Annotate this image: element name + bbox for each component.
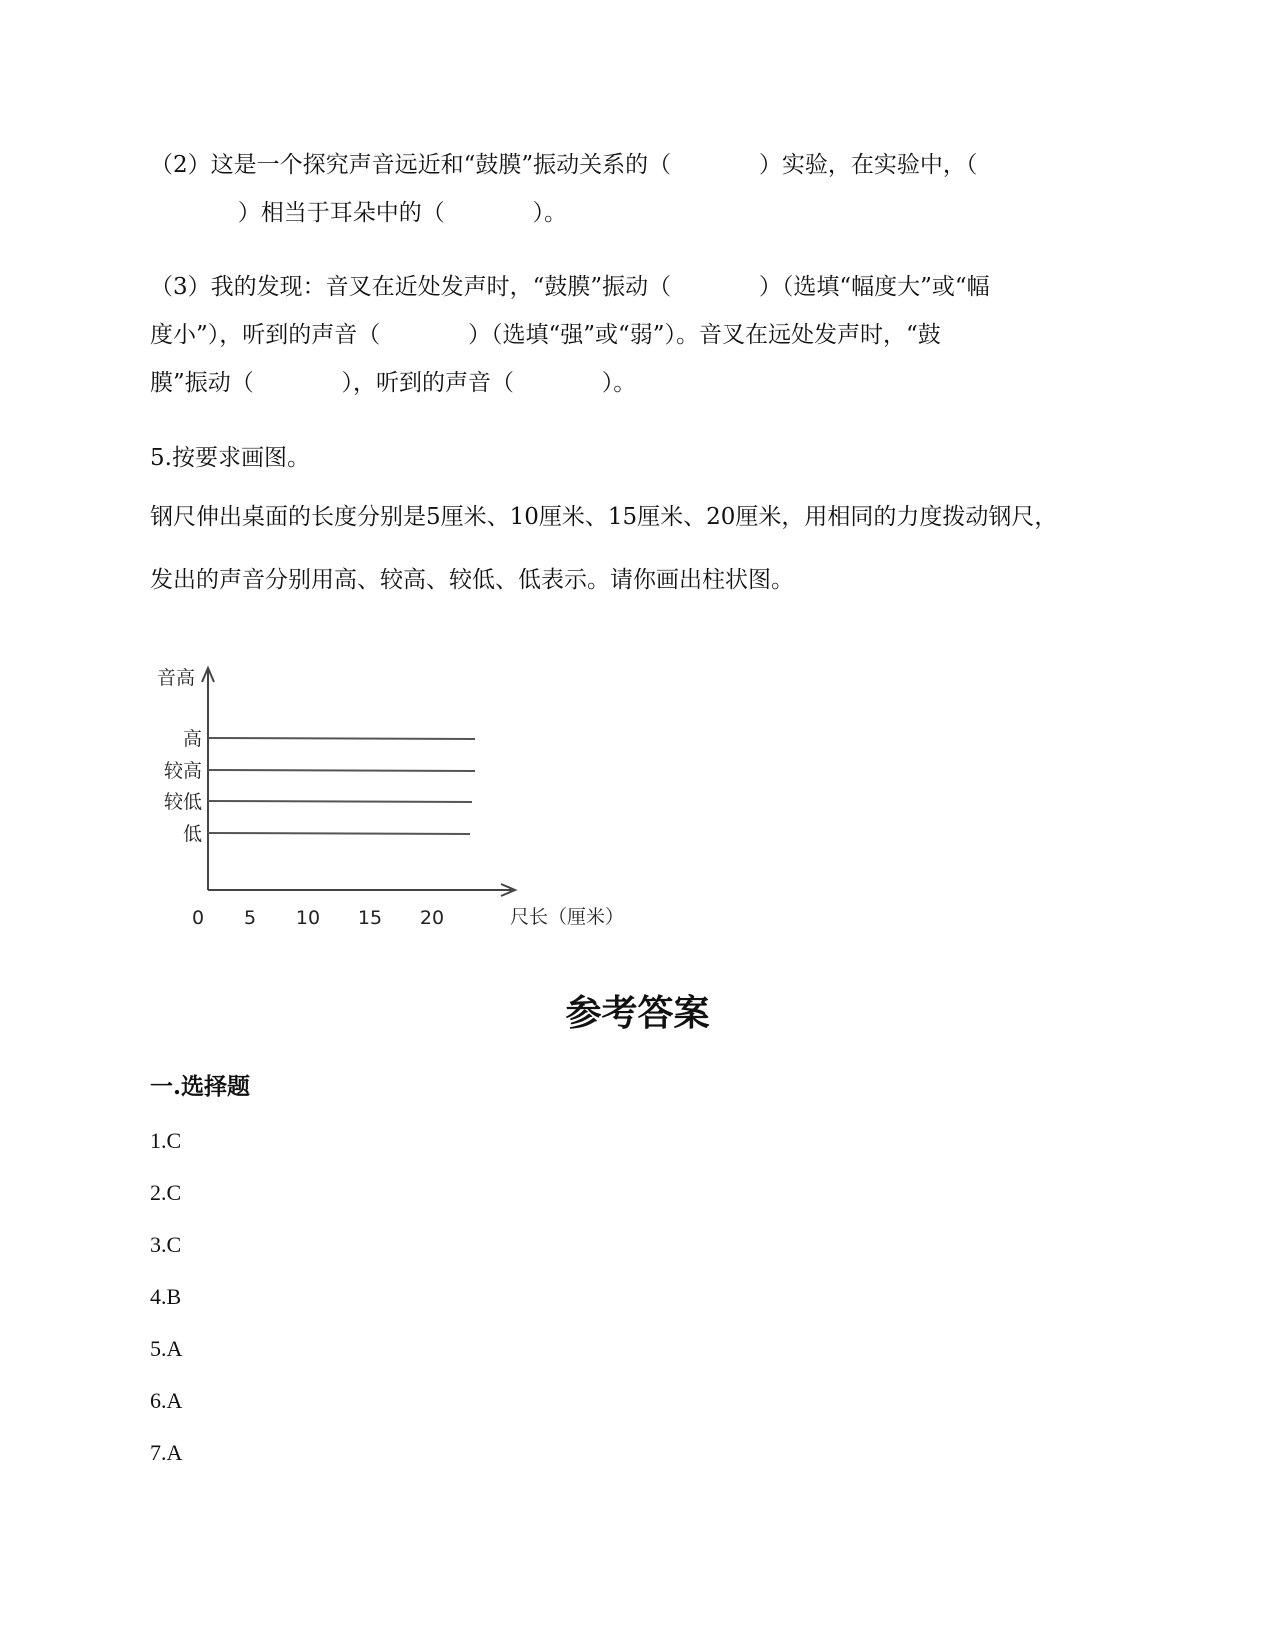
y-level-group — [164, 728, 475, 845]
answer-item: 7.A — [150, 1440, 183, 1465]
question-3-line-3: 膜”振动（ ），听到的声音（ ）。 — [150, 370, 637, 396]
answer-key-title: 参考答案 — [565, 992, 710, 1034]
chart-axes — [202, 668, 515, 896]
question-2-line-1: （2）这是一个探究声音远近和“鼓膜”振动关系的（ ）实验，在实验中，（ — [150, 152, 978, 178]
question-2-line-2: ）相当于耳朵中的（ ）。 — [150, 200, 567, 226]
x-tick-label: 5 — [243, 907, 257, 929]
level-gridline — [208, 833, 470, 834]
question-3-line-2: 度小”），听到的声音（ ）（选填“强”或“弱”）。音叉在远处发声时，“鼓 — [150, 322, 941, 348]
answer-item: 6.A — [150, 1388, 183, 1413]
x-tick-label: 10 — [295, 907, 321, 929]
x-tick-label: 20 — [419, 907, 445, 929]
y-level-label: 低 — [182, 823, 202, 845]
x-tick-group — [192, 907, 444, 929]
y-level-label: 高 — [182, 728, 202, 750]
x-axis-label: 尺长（厘米） — [510, 906, 625, 928]
question-5-body-line-2: 发出的声音分别用高、较高、较低、低表示。请你画出柱状图。 — [150, 567, 794, 593]
y-level-label: 较低 — [163, 791, 202, 813]
answer-item: 4.B — [150, 1284, 182, 1309]
x-tick-label: 0 — [191, 907, 205, 929]
level-gridline — [208, 770, 475, 771]
section-heading-multiple-choice: 一.选择题 — [150, 1073, 251, 1100]
y-axis-label: 音高 — [157, 667, 196, 689]
answer-item: 3.C — [150, 1232, 182, 1257]
question-5-heading: 5.按要求画图。 — [150, 445, 310, 471]
level-gridline — [208, 738, 475, 739]
x-tick-label: 15 — [357, 907, 383, 929]
answer-item: 5.A — [150, 1336, 183, 1361]
level-gridline — [208, 801, 472, 802]
question-5-body-line-1: 钢尺伸出桌面的长度分别是5厘米、10厘米、15厘米、20厘米，用相同的力度拨动钢尺， — [150, 504, 1058, 530]
question-3-line-1: （3）我的发现：音叉在近处发声时，“鼓膜”振动（ ）（选填“幅度大”或“幅 — [150, 274, 990, 300]
answer-item: 1.C — [150, 1128, 182, 1153]
answer-item: 2.C — [150, 1180, 182, 1205]
y-level-label: 较高 — [163, 760, 202, 782]
pitch-bar-chart — [140, 650, 640, 930]
